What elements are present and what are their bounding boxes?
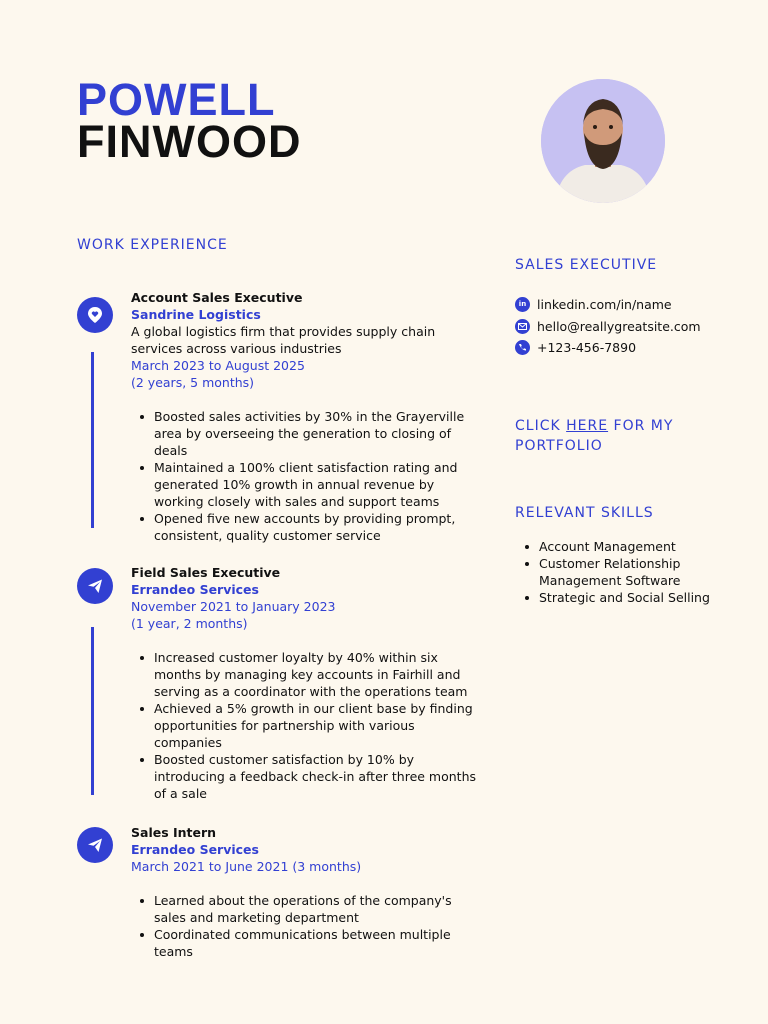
- skills-heading: RELEVANT SKILLS: [515, 505, 654, 521]
- job-duration: (1 year, 2 months): [131, 616, 248, 631]
- role-title: SALES EXECUTIVE: [515, 257, 658, 273]
- email-text: hello@reallygreatsite.com: [537, 319, 701, 334]
- list-item: Boosted customer satisfaction by 10% by introducing a feedback check-in after three months of a sale: [154, 751, 481, 802]
- paper-plane-icon: [77, 827, 113, 863]
- job-entry: [131, 824, 481, 960]
- job-bullets: [131, 649, 481, 802]
- job-title: Sales Intern: [131, 825, 217, 840]
- job-bullets: [131, 408, 481, 544]
- job-company: Errandeo Services: [131, 582, 259, 597]
- list-item: Maintained a 100% client satisfaction rating and generated 10% growth in annual revenue by working closely with sales and support teams: [154, 459, 481, 510]
- location-heart-icon: [77, 297, 113, 333]
- job-company: Errandeo Services: [131, 842, 259, 857]
- job-title: Field Sales Executive: [131, 565, 281, 580]
- profile-photo: [541, 79, 665, 203]
- linkedin-icon: in: [515, 297, 530, 312]
- phone-contact[interactable]: [515, 339, 636, 356]
- job-entry: [131, 289, 481, 544]
- list-item: Customer Relationship Management Software: [539, 555, 719, 589]
- linkedin-contact[interactable]: [515, 296, 672, 313]
- job-bullets: [131, 892, 481, 960]
- list-item: Account Management: [539, 538, 719, 555]
- job-duration: (2 years, 5 months): [131, 375, 255, 390]
- portfolio-suffix: FOR MY PORTFOLIO: [515, 418, 674, 454]
- list-item: Learned about the operations of the company's sales and marketing department: [154, 892, 481, 926]
- timeline-line: [91, 352, 94, 528]
- portfolio-prefix: CLICK: [515, 418, 567, 434]
- phone-icon: [515, 340, 530, 355]
- list-item: Increased customer loyalty by 40% within six months by managing key accounts in Fairhill and serving as a coordinator with the operations team: [154, 649, 481, 700]
- email-contact[interactable]: [515, 318, 701, 335]
- list-item: Strategic and Social Selling: [539, 589, 719, 606]
- list-item: Opened five new accounts by providing prompt, consistent, quality customer service: [154, 510, 481, 544]
- job-dates: November 2021 to January 2023: [131, 599, 336, 614]
- list-item: Boosted sales activities by 30% in the Grayerville area by overseeing the generation to closing of deals: [154, 408, 481, 459]
- work-experience-heading: WORK EXPERIENCE: [77, 237, 228, 253]
- list-item: Coordinated communications between multiple teams: [154, 926, 481, 960]
- skills-list: [539, 538, 719, 606]
- job-entry: [131, 564, 481, 802]
- job-company: Sandrine Logistics: [131, 307, 261, 322]
- portfolio-callout: [515, 416, 715, 456]
- job-description: A global logistics firm that provides supply chain services across various industries: [131, 324, 436, 356]
- list-item: Achieved a 5% growth in our client base by finding opportunities for partnership with various companies: [154, 700, 481, 751]
- first-name: POWELL: [77, 74, 276, 125]
- job-dates: March 2021 to June 2021 (3 months): [131, 859, 362, 874]
- timeline-line: [91, 627, 94, 795]
- job-dates: March 2023 to August 2025: [131, 358, 305, 373]
- phone-text: +123-456-7890: [537, 340, 637, 355]
- last-name: FINWOOD: [77, 116, 302, 167]
- paper-plane-icon: [77, 568, 113, 604]
- person-portrait-icon: [541, 79, 665, 203]
- portfolio-link[interactable]: HERE: [566, 418, 609, 434]
- linkedin-text: linkedin.com/in/name: [537, 297, 672, 312]
- job-title: Account Sales Executive: [131, 290, 303, 305]
- mail-icon: [515, 319, 530, 334]
